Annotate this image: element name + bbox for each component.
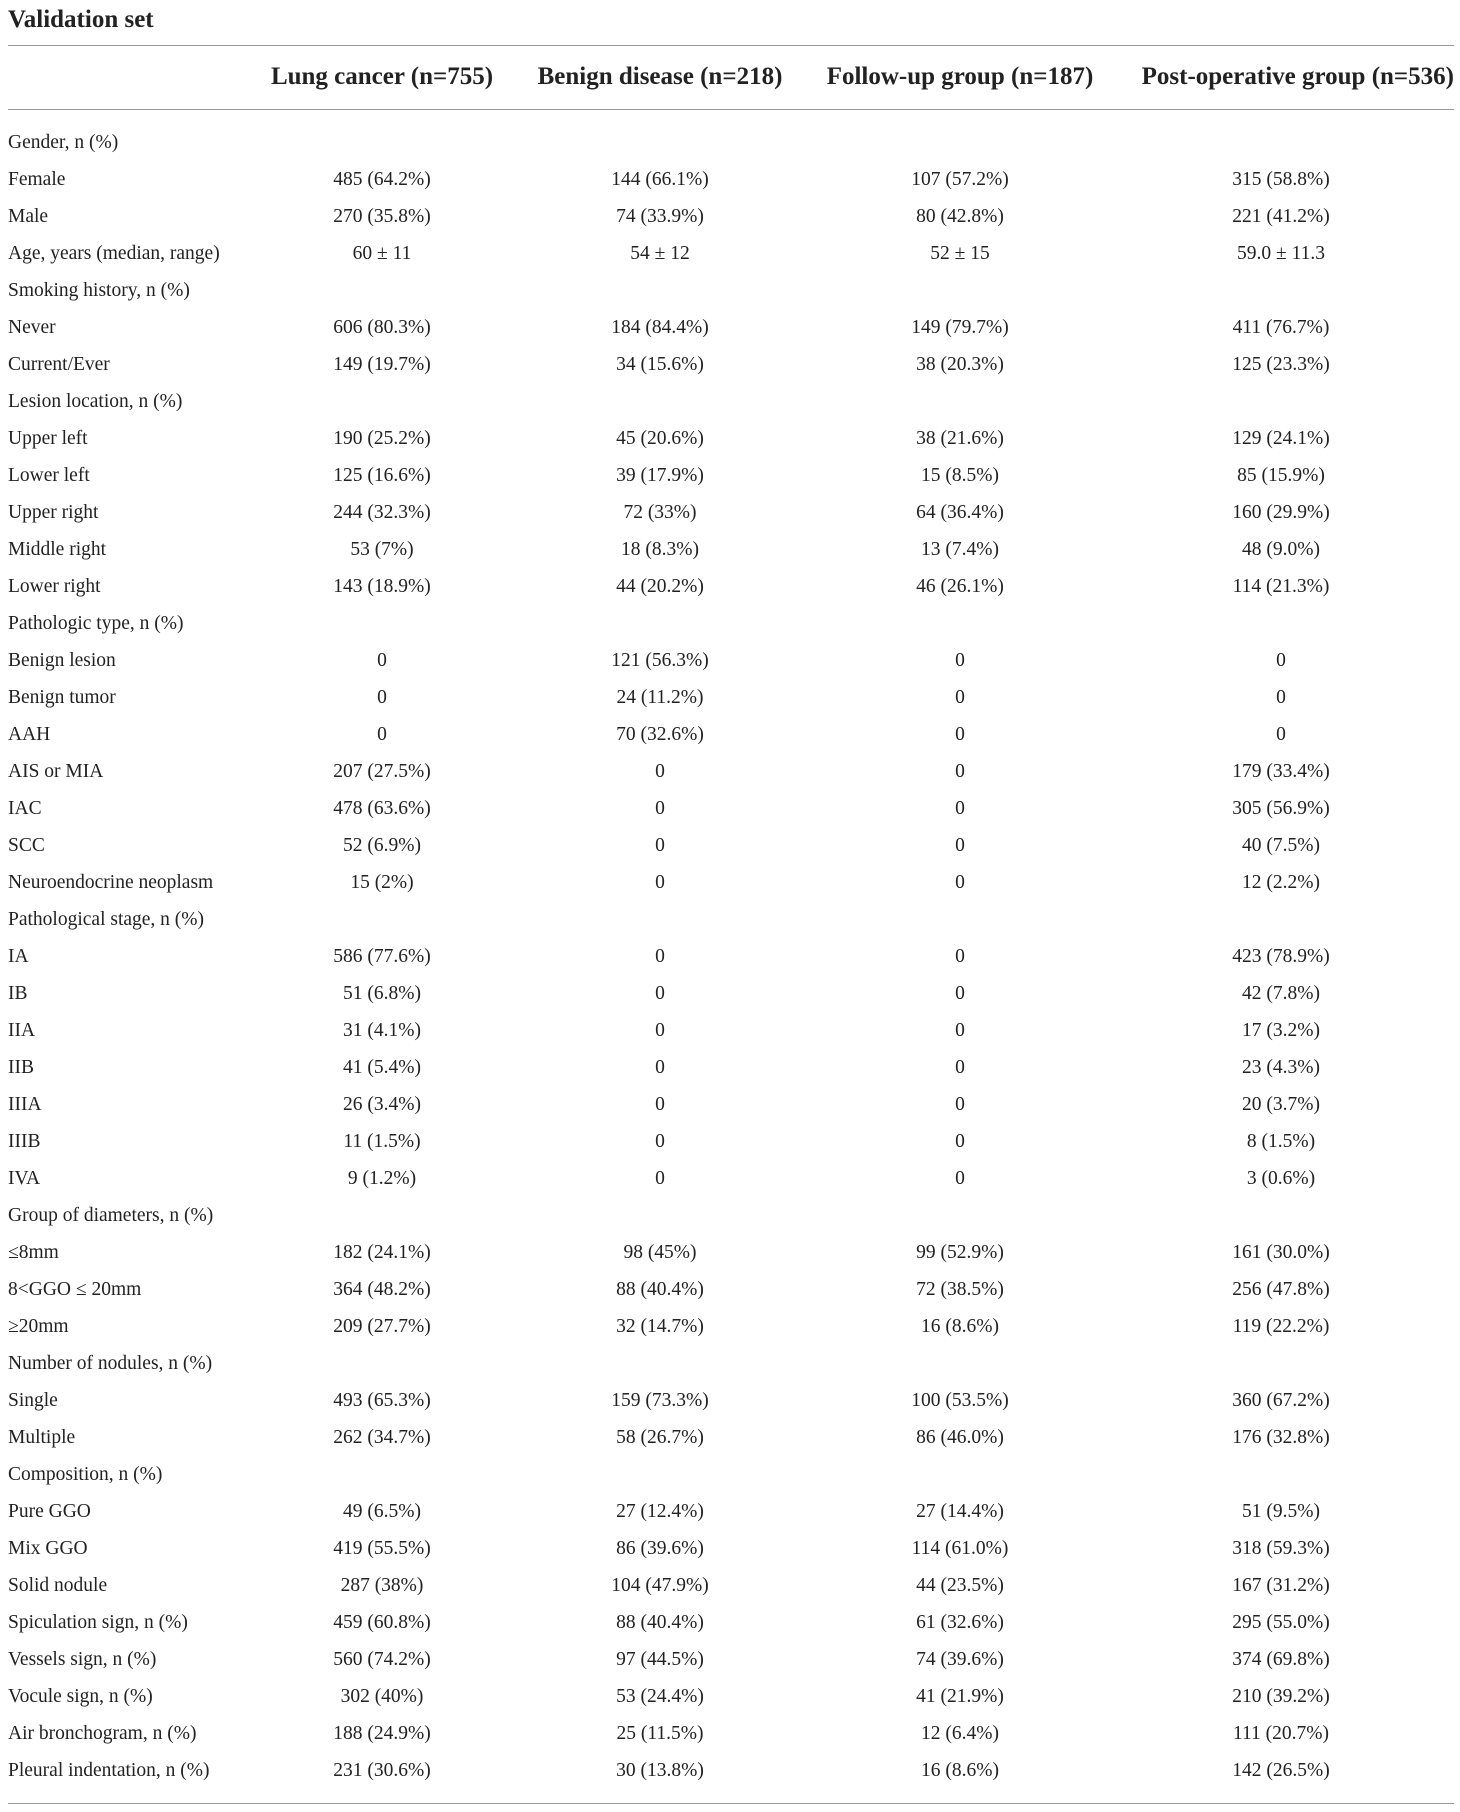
table-row	[8, 1345, 1454, 1382]
row-label: IIIB	[8, 1130, 41, 1152]
lung-cancer-cell: 207 (27.5%)	[333, 760, 431, 782]
table-row	[8, 531, 1454, 568]
row-label: IVA	[8, 1167, 41, 1189]
benign-disease-cell: 104 (47.9%)	[611, 1574, 709, 1596]
post-operative-cell: 129 (24.1%)	[1232, 427, 1330, 449]
lung-cancer-cell: 143 (18.9%)	[333, 575, 431, 597]
benign-disease-cell: 121 (56.3%)	[611, 649, 709, 671]
benign-disease-cell: 72 (33%)	[623, 501, 697, 523]
post-operative-cell: 305 (56.9%)	[1232, 797, 1330, 819]
benign-disease-cell: 45 (20.6%)	[616, 427, 704, 449]
row-label: AIS or MIA	[8, 760, 104, 782]
post-operative-cell: 3 (0.6%)	[1246, 1167, 1316, 1189]
follow-up-cell: 61 (32.6%)	[916, 1611, 1004, 1633]
row-label: Number of nodules, n (%)	[8, 1352, 213, 1374]
table-row	[8, 1086, 1454, 1123]
benign-disease-cell: 0	[655, 982, 665, 1004]
lung-cancer-cell: 364 (48.2%)	[333, 1278, 431, 1300]
lung-cancer-cell: 0	[377, 723, 387, 745]
row-label: Upper left	[8, 427, 88, 449]
row-label: Mix GGO	[8, 1537, 88, 1559]
top-rule	[8, 45, 1454, 46]
post-operative-cell: 176 (32.8%)	[1232, 1426, 1330, 1448]
benign-disease-cell: 88 (40.4%)	[616, 1278, 704, 1300]
row-label: AAH	[8, 723, 51, 745]
lung-cancer-cell: 231 (30.6%)	[333, 1759, 431, 1781]
row-label: IB	[8, 982, 28, 1004]
row-label: Pathologic type, n (%)	[8, 612, 184, 634]
row-label: SCC	[8, 834, 45, 856]
benign-disease-cell: 0	[655, 797, 665, 819]
table-row	[8, 901, 1454, 938]
row-label: Single	[8, 1389, 58, 1411]
table-row	[8, 1234, 1454, 1271]
lung-cancer-cell: 9 (1.2%)	[347, 1167, 417, 1189]
post-operative-cell: 12 (2.2%)	[1242, 871, 1320, 893]
lung-cancer-cell: 53 (7%)	[350, 538, 414, 560]
follow-up-cell: 0	[955, 1093, 965, 1115]
table-row	[8, 494, 1454, 531]
benign-disease-cell: 0	[655, 1130, 665, 1152]
table-row	[8, 457, 1454, 494]
lung-cancer-cell: 190 (25.2%)	[333, 427, 431, 449]
post-operative-cell: 256 (47.8%)	[1232, 1278, 1330, 1300]
follow-up-cell: 0	[955, 1019, 965, 1041]
post-operative-cell: 114 (21.3%)	[1232, 575, 1330, 597]
benign-disease-cell: 44 (20.2%)	[616, 575, 704, 597]
benign-disease-cell: 88 (40.4%)	[616, 1611, 704, 1633]
table-row	[8, 568, 1454, 605]
lung-cancer-cell: 302 (40%)	[340, 1685, 424, 1707]
follow-up-cell: 0	[955, 982, 965, 1004]
benign-disease-cell: 184 (84.4%)	[611, 316, 709, 338]
lung-cancer-cell: 26 (3.4%)	[343, 1093, 421, 1115]
post-operative-cell: 142 (26.5%)	[1232, 1759, 1330, 1781]
follow-up-cell: 74 (39.6%)	[916, 1648, 1004, 1670]
lung-cancer-cell: 52 (6.9%)	[343, 834, 421, 856]
row-label: Neuroendocrine neoplasm	[8, 871, 214, 893]
row-label: Pathological stage, n (%)	[8, 908, 205, 930]
header-cell-lung-cancer: Lung cancer (n=755)	[270, 63, 494, 90]
table-row	[8, 161, 1454, 198]
benign-disease-cell: 54 ± 12	[630, 242, 690, 264]
post-operative-cell: 51 (9.5%)	[1242, 1500, 1320, 1522]
lung-cancer-cell: 586 (77.6%)	[333, 945, 431, 967]
follow-up-cell: 100 (53.5%)	[911, 1389, 1009, 1411]
table-row	[8, 1123, 1454, 1160]
post-operative-cell: 179 (33.4%)	[1232, 760, 1330, 782]
lung-cancer-cell: 0	[377, 649, 387, 671]
follow-up-cell: 0	[955, 649, 965, 671]
post-operative-cell: 48 (9.0%)	[1242, 538, 1320, 560]
table-row	[8, 1419, 1454, 1456]
table-row	[8, 1308, 1454, 1345]
row-label: Never	[8, 316, 56, 338]
benign-disease-cell: 159 (73.3%)	[611, 1389, 709, 1411]
table-row	[8, 716, 1454, 753]
row-label: Lower left	[8, 464, 90, 486]
lung-cancer-cell: 478 (63.6%)	[333, 797, 431, 819]
post-operative-cell: 315 (58.8%)	[1232, 168, 1330, 190]
benign-disease-cell: 53 (24.4%)	[616, 1685, 704, 1707]
row-label: IAC	[8, 797, 42, 819]
table-row	[8, 309, 1454, 346]
post-operative-cell: 295 (55.0%)	[1232, 1611, 1330, 1633]
table-row	[8, 1493, 1454, 1530]
row-label: 8<GGO ≤ 20mm	[8, 1278, 142, 1300]
benign-disease-cell: 32 (14.7%)	[616, 1315, 704, 1337]
table-row	[8, 753, 1454, 790]
row-label: Lower right	[8, 575, 101, 597]
benign-disease-cell: 30 (13.8%)	[616, 1759, 704, 1781]
lung-cancer-cell: 0	[377, 686, 387, 708]
row-label: Male	[8, 205, 49, 227]
row-label: Benign lesion	[8, 649, 116, 671]
lung-cancer-cell: 287 (38%)	[340, 1574, 424, 1596]
follow-up-cell: 12 (6.4%)	[921, 1722, 999, 1744]
post-operative-cell: 360 (67.2%)	[1232, 1389, 1330, 1411]
table-row	[8, 1604, 1454, 1641]
benign-disease-cell: 144 (66.1%)	[611, 168, 709, 190]
lung-cancer-cell: 41 (5.4%)	[343, 1056, 421, 1078]
table-row	[8, 679, 1454, 716]
row-label: Female	[8, 168, 66, 190]
table-row	[8, 124, 1454, 161]
benign-disease-cell: 34 (15.6%)	[616, 353, 704, 375]
follow-up-cell: 107 (57.2%)	[911, 168, 1009, 190]
follow-up-cell: 149 (79.7%)	[911, 316, 1009, 338]
post-operative-cell: 20 (3.7%)	[1242, 1093, 1320, 1115]
post-operative-cell: 221 (41.2%)	[1232, 205, 1330, 227]
post-operative-cell: 0	[1276, 723, 1286, 745]
post-operative-cell: 411 (76.7%)	[1232, 316, 1330, 338]
follow-up-cell: 0	[955, 723, 965, 745]
table-row	[8, 975, 1454, 1012]
follow-up-cell: 72 (38.5%)	[916, 1278, 1004, 1300]
table-row	[8, 1012, 1454, 1049]
follow-up-cell: 38 (21.6%)	[916, 427, 1004, 449]
lung-cancer-cell: 188 (24.9%)	[333, 1722, 431, 1744]
follow-up-cell: 0	[955, 834, 965, 856]
row-label: Composition, n (%)	[8, 1463, 163, 1485]
follow-up-cell: 44 (23.5%)	[916, 1574, 1004, 1596]
follow-up-cell: 114 (61.0%)	[911, 1537, 1009, 1559]
post-operative-cell: 85 (15.9%)	[1237, 464, 1325, 486]
table-row	[8, 420, 1454, 457]
lung-cancer-cell: 270 (35.8%)	[333, 205, 431, 227]
header-rule	[8, 109, 1454, 110]
benign-disease-cell: 0	[655, 1093, 665, 1115]
table-row	[8, 346, 1454, 383]
table-row	[8, 1530, 1454, 1567]
post-operative-cell: 17 (3.2%)	[1242, 1019, 1320, 1041]
follow-up-cell: 0	[955, 1056, 965, 1078]
row-label: Age, years (median, range)	[8, 242, 220, 264]
lung-cancer-cell: 49 (6.5%)	[343, 1500, 421, 1522]
table-row	[8, 790, 1454, 827]
lung-cancer-cell: 560 (74.2%)	[333, 1648, 431, 1670]
follow-up-cell: 27 (14.4%)	[916, 1500, 1004, 1522]
lung-cancer-cell: 149 (19.7%)	[333, 353, 431, 375]
post-operative-cell: 210 (39.2%)	[1232, 1685, 1330, 1707]
post-operative-cell: 40 (7.5%)	[1242, 834, 1320, 856]
follow-up-cell: 41 (21.9%)	[916, 1685, 1004, 1707]
row-label: IIIA	[8, 1093, 42, 1115]
benign-disease-cell: 0	[655, 945, 665, 967]
header-cell-benign-disease: Benign disease (n=218)	[537, 63, 783, 90]
benign-disease-cell: 24 (11.2%)	[616, 686, 704, 708]
benign-disease-cell: 18 (8.3%)	[621, 538, 699, 560]
follow-up-cell: 52 ± 15	[930, 242, 990, 264]
post-operative-cell: 8 (1.5%)	[1246, 1130, 1316, 1152]
table-row	[8, 605, 1454, 642]
table-header	[8, 47, 1454, 107]
follow-up-cell: 15 (8.5%)	[921, 464, 999, 486]
row-label: IIB	[8, 1056, 34, 1078]
row-label: Current/Ever	[8, 353, 110, 375]
benign-disease-cell: 0	[655, 834, 665, 856]
post-operative-cell: 42 (7.8%)	[1242, 982, 1320, 1004]
follow-up-cell: 0	[955, 760, 965, 782]
table-row	[8, 1752, 1454, 1789]
lung-cancer-cell: 15 (2%)	[350, 871, 414, 893]
row-label: Smoking history, n (%)	[8, 279, 190, 301]
follow-up-cell: 16 (8.6%)	[921, 1315, 999, 1337]
post-operative-cell: 423 (78.9%)	[1232, 945, 1330, 967]
follow-up-cell: 0	[955, 686, 965, 708]
row-label: Solid nodule	[8, 1574, 108, 1596]
follow-up-cell: 64 (36.4%)	[916, 501, 1004, 523]
row-label: Benign tumor	[8, 686, 116, 708]
lung-cancer-cell: 11 (1.5%)	[343, 1130, 421, 1152]
benign-disease-cell: 86 (39.6%)	[616, 1537, 704, 1559]
table-row	[8, 1049, 1454, 1086]
row-label: Upper right	[8, 501, 99, 523]
follow-up-cell: 0	[955, 945, 965, 967]
follow-up-cell: 86 (46.0%)	[916, 1426, 1004, 1448]
table-row	[8, 272, 1454, 309]
post-operative-cell: 161 (30.0%)	[1232, 1241, 1330, 1263]
lung-cancer-cell: 31 (4.1%)	[343, 1019, 421, 1041]
table-row	[8, 1160, 1454, 1197]
follow-up-cell: 0	[955, 1167, 965, 1189]
lung-cancer-cell: 125 (16.6%)	[333, 464, 431, 486]
lung-cancer-cell: 262 (34.7%)	[333, 1426, 431, 1448]
row-label: Air bronchogram, n (%)	[8, 1722, 197, 1744]
table-row	[8, 938, 1454, 975]
benign-disease-cell: 39 (17.9%)	[616, 464, 704, 486]
post-operative-cell: 318 (59.3%)	[1232, 1537, 1330, 1559]
table-row	[8, 198, 1454, 235]
post-operative-cell: 0	[1276, 649, 1286, 671]
follow-up-cell: 38 (20.3%)	[916, 353, 1004, 375]
row-label: IA	[8, 945, 29, 967]
row-label: Lesion location, n (%)	[8, 390, 183, 412]
lung-cancer-cell: 51 (6.8%)	[343, 982, 421, 1004]
row-label: Pleural indentation, n (%)	[8, 1759, 210, 1781]
benign-disease-cell: 0	[655, 1167, 665, 1189]
benign-disease-cell: 0	[655, 871, 665, 893]
table-row	[8, 1197, 1454, 1234]
table-row	[8, 642, 1454, 679]
header-cell-follow-up: Follow-up group (n=187)	[826, 63, 1094, 90]
table-row	[8, 383, 1454, 420]
follow-up-cell: 0	[955, 1130, 965, 1152]
row-label: Vocule sign, n (%)	[8, 1685, 153, 1707]
lung-cancer-cell: 606 (80.3%)	[333, 316, 431, 338]
table-row	[8, 1567, 1454, 1604]
post-operative-cell: 167 (31.2%)	[1232, 1574, 1330, 1596]
row-label: Pure GGO	[8, 1500, 91, 1522]
post-operative-cell: 59.0 ± 11.3	[1237, 242, 1325, 264]
table-body	[8, 124, 1454, 1789]
lung-cancer-cell: 244 (32.3%)	[333, 501, 431, 523]
benign-disease-cell: 58 (26.7%)	[616, 1426, 704, 1448]
row-label: Group of diameters, n (%)	[8, 1204, 214, 1226]
row-label: Vessels sign, n (%)	[8, 1648, 157, 1670]
post-operative-cell: 374 (69.8%)	[1232, 1648, 1330, 1670]
row-label: Spiculation sign, n (%)	[8, 1611, 188, 1633]
table-row	[8, 1715, 1454, 1752]
benign-disease-cell: 0	[655, 760, 665, 782]
table-row	[8, 1456, 1454, 1493]
row-label: ≥20mm	[8, 1315, 69, 1337]
follow-up-cell: 0	[955, 871, 965, 893]
follow-up-cell: 0	[955, 797, 965, 819]
lung-cancer-cell: 459 (60.8%)	[333, 1611, 431, 1633]
bottom-rule	[8, 1803, 1454, 1804]
table-row	[8, 1641, 1454, 1678]
post-operative-cell: 111 (20.7%)	[1232, 1722, 1330, 1744]
header-cell-post-operative: Post-operative group (n=536)	[1141, 63, 1454, 90]
post-operative-cell: 125 (23.3%)	[1232, 353, 1330, 375]
post-operative-cell: 119 (22.2%)	[1232, 1315, 1330, 1337]
benign-disease-cell: 97 (44.5%)	[616, 1648, 704, 1670]
row-label: IIA	[8, 1019, 36, 1041]
benign-disease-cell: 0	[655, 1019, 665, 1041]
follow-up-cell: 46 (26.1%)	[916, 575, 1004, 597]
table-row	[8, 827, 1454, 864]
follow-up-cell: 80 (42.8%)	[916, 205, 1004, 227]
lung-cancer-cell: 485 (64.2%)	[333, 168, 431, 190]
table-title: Validation set	[8, 6, 154, 33]
benign-disease-cell: 25 (11.5%)	[616, 1722, 704, 1744]
table-row	[8, 235, 1454, 272]
lung-cancer-cell: 419 (55.5%)	[333, 1537, 431, 1559]
follow-up-cell: 16 (8.6%)	[921, 1759, 999, 1781]
table-row	[8, 1271, 1454, 1308]
benign-disease-cell: 27 (12.4%)	[616, 1500, 704, 1522]
benign-disease-cell: 74 (33.9%)	[616, 205, 704, 227]
benign-disease-cell: 70 (32.6%)	[616, 723, 704, 745]
row-label: Gender, n (%)	[8, 131, 119, 153]
post-operative-cell: 23 (4.3%)	[1242, 1056, 1320, 1078]
lung-cancer-cell: 182 (24.1%)	[333, 1241, 431, 1263]
lung-cancer-cell: 493 (65.3%)	[333, 1389, 431, 1411]
lung-cancer-cell: 60 ± 11	[352, 242, 412, 264]
follow-up-cell: 13 (7.4%)	[921, 538, 999, 560]
benign-disease-cell: 98 (45%)	[623, 1241, 697, 1263]
post-operative-cell: 0	[1276, 686, 1286, 708]
benign-disease-cell: 0	[655, 1056, 665, 1078]
row-label: ≤8mm	[8, 1241, 59, 1263]
post-operative-cell: 160 (29.9%)	[1232, 501, 1330, 523]
lung-cancer-cell: 209 (27.7%)	[333, 1315, 431, 1337]
table-row	[8, 1382, 1454, 1419]
row-label: Multiple	[8, 1426, 76, 1448]
table-row	[8, 1678, 1454, 1715]
table-row	[8, 864, 1454, 901]
follow-up-cell: 99 (52.9%)	[916, 1241, 1004, 1263]
row-label: Middle right	[8, 538, 107, 560]
